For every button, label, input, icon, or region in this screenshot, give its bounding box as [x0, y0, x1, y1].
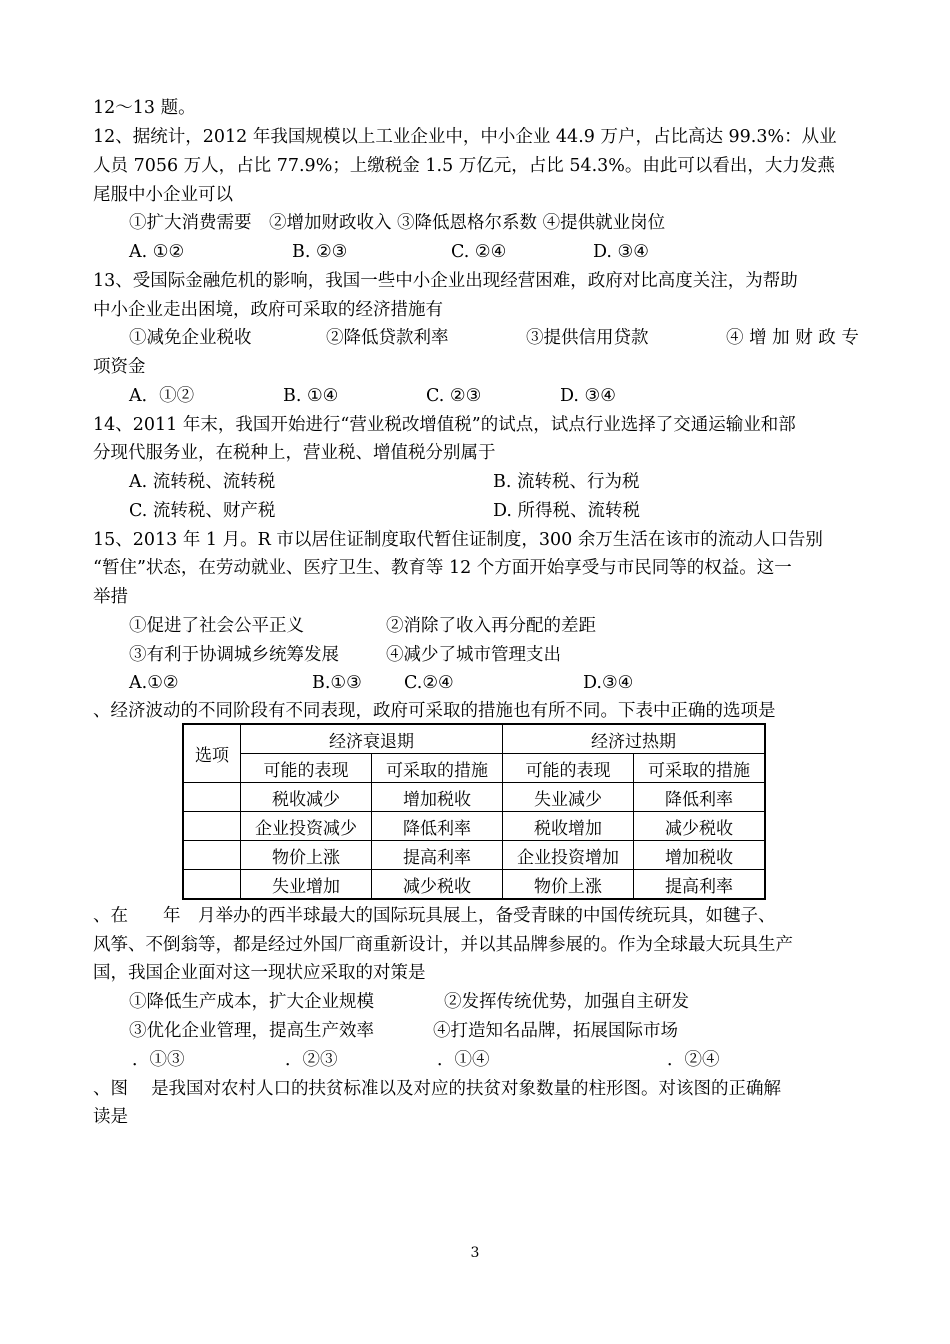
q13-choice-a: A．①② — [129, 386, 195, 406]
q18-line-1: 、图 是我国对农村人口的扶贫标准以及对应的扶贫对象数量的柱形图。对该图的正确解 — [93, 1079, 782, 1099]
q13-item-1: ①减免企业税收 — [129, 328, 252, 348]
table-row — [183, 783, 765, 812]
q14-choice-b: B. 流转税、行为税 — [493, 472, 640, 492]
page-number: 3 — [470, 1245, 480, 1261]
q12-choice-a: A. ①② — [129, 242, 185, 262]
q13-choice-b: B. ①④ — [283, 386, 339, 406]
economy-table — [182, 723, 766, 900]
table-cell: 失业减少 — [503, 783, 634, 812]
q17-choice-a: ．①③ — [132, 1050, 185, 1070]
q15-line-2: “暂住”状态，在劳动就业、医疗卫生、教育等 12 个方面开始享受与市民同等的权益。这一 — [93, 558, 792, 578]
table-subheader: 可采取的措施 — [634, 754, 766, 783]
q14-choice-d: D. 所得税、流转税 — [493, 501, 641, 521]
table-cell — [183, 812, 241, 841]
q17-item-1: ①降低生产成本，扩大企业规模 — [129, 992, 374, 1012]
table-cell: 企业投资增加 — [503, 841, 634, 870]
q15-item-4: ④减少了城市管理支出 — [386, 645, 561, 665]
q17-line-2: 风筝、不倒翁等，都是经过外国厂商重新设计，并以其品牌参展的。作为全球最大玩具生产 — [93, 935, 793, 955]
q17-line-1: 、在 年 月举办的西半球最大的国际玩具展上，备受青睐的中国传统玩具，如毽子、 — [93, 906, 776, 926]
table-cell: 减少税收 — [634, 812, 766, 841]
q12-items: ①扩大消费需要 ②增加财政收入 ③降低恩格尔系数 ④提供就业岗位 — [129, 213, 666, 233]
table-row — [183, 870, 765, 900]
table-subheader: 可采取的措施 — [372, 754, 503, 783]
table-cell: 降低利率 — [634, 783, 766, 812]
q17-item-4: ④打造知名品牌，拓展国际市场 — [433, 1021, 678, 1041]
table-cell — [183, 841, 241, 870]
table-cell: 增加税收 — [634, 841, 766, 870]
q13-item-4: ④ 增 加 财 政 专 — [726, 328, 859, 348]
table-cell: 提高利率 — [372, 841, 503, 870]
q13-item-2: ②降低贷款利率 — [326, 328, 449, 348]
q15-line-3: 举措 — [93, 587, 128, 607]
q18-line-2: 读是 — [93, 1107, 128, 1127]
q17-choice-b: ．②③ — [285, 1050, 338, 1070]
table-cell: 企业投资减少 — [241, 812, 372, 841]
q15-item-3: ③有利于协调城乡统筹发展 — [129, 645, 339, 665]
q15-line-1: 15、2013 年 1 月。R 市以居住证制度取代暂住证制度，300 余万生活在该市的流动人口告别 — [93, 530, 823, 550]
q17-choice-d: ．②④ — [667, 1050, 720, 1070]
q12-choice-d: D. ③④ — [593, 242, 649, 262]
table-cell: 物价上涨 — [241, 841, 372, 870]
q15-choice-d: D.③④ — [583, 673, 634, 693]
q17-item-3: ③优化企业管理，提高生产效率 — [129, 1021, 374, 1041]
table-cell: 税收减少 — [241, 783, 372, 812]
q12-choice-b: B. ②③ — [292, 242, 348, 262]
table-cell: 失业增加 — [241, 870, 372, 900]
q13-line-1: 13、受国际金融危机的影响，我国一些中小企业出现经营困难，政府对比高度关注，为帮助 — [93, 271, 798, 291]
q16-line: 、经济波动的不同阶段有不同表现，政府可采取的措施也有所不同。下表中正确的选项是 — [93, 701, 776, 721]
table-cell: 税收增加 — [503, 812, 634, 841]
q15-item-1: ①促进了社会公平正义 — [129, 616, 304, 636]
q15-choice-c: C.②④ — [404, 673, 454, 693]
table-cell: 提高利率 — [634, 870, 766, 900]
q14-line-2: 分现代服务业，在税种上，营业税、增值税分别属于 — [93, 443, 496, 463]
q15-choice-a: A.①② — [129, 673, 179, 693]
q12-line-2: 人员 7056 万人，占比 77.9%；上缴税金 1.5 万亿元，占比 54.3%。由此可以看出，大力发燕 — [93, 156, 835, 176]
q14-line-1: 14、2011 年末，我国开始进行“营业税改增值税”的试点，试点行业选择了交通运输业和部 — [93, 415, 796, 435]
table-cell: 减少税收 — [372, 870, 503, 900]
q12-line-3: 尾服中小企业可以 — [93, 185, 233, 205]
q17-line-3: 国，我国企业面对这一现状应采取的对策是 — [93, 963, 426, 983]
q14-choice-c: C. 流转税、财产税 — [129, 501, 276, 521]
table-cell: 增加税收 — [372, 783, 503, 812]
table-subheader: 可能的表现 — [503, 754, 634, 783]
table-row — [183, 812, 765, 841]
table-row — [183, 841, 765, 870]
q13-choice-d: D. ③④ — [560, 386, 616, 406]
q13-choice-c: C. ②③ — [426, 386, 482, 406]
q13-item-cont: 项资金 — [93, 357, 146, 377]
table-cell: 降低利率 — [372, 812, 503, 841]
table-cell — [183, 783, 241, 812]
q12-line-1: 12、据统计，2012 年我国规模以上工业企业中，中小企业 44.9 万户，占比高达 99.3%：从业 — [93, 127, 837, 147]
table-header-overheating: 经济过热期 — [503, 724, 766, 754]
q17-choice-c: ．①④ — [437, 1050, 490, 1070]
q12-choice-c: C. ②④ — [451, 242, 507, 262]
question-intro: 12～13 题。 — [93, 98, 196, 118]
q15-choice-b: B.①③ — [312, 673, 362, 693]
table-cell — [183, 870, 241, 900]
table-header-option: 选项 — [183, 724, 241, 783]
q17-item-2: ②发挥传统优势，加强自主研发 — [444, 992, 689, 1012]
q13-line-2: 中小企业走出困境，政府可采取的经济措施有 — [93, 300, 443, 320]
q13-item-3: ③提供信用贷款 — [526, 328, 649, 348]
q15-item-2: ②消除了收入再分配的差距 — [386, 616, 596, 636]
table-subheader: 可能的表现 — [241, 754, 372, 783]
table-cell: 物价上涨 — [503, 870, 634, 900]
table-header-recession: 经济衰退期 — [241, 724, 503, 754]
q14-choice-a: A. 流转税、流转税 — [129, 472, 276, 492]
